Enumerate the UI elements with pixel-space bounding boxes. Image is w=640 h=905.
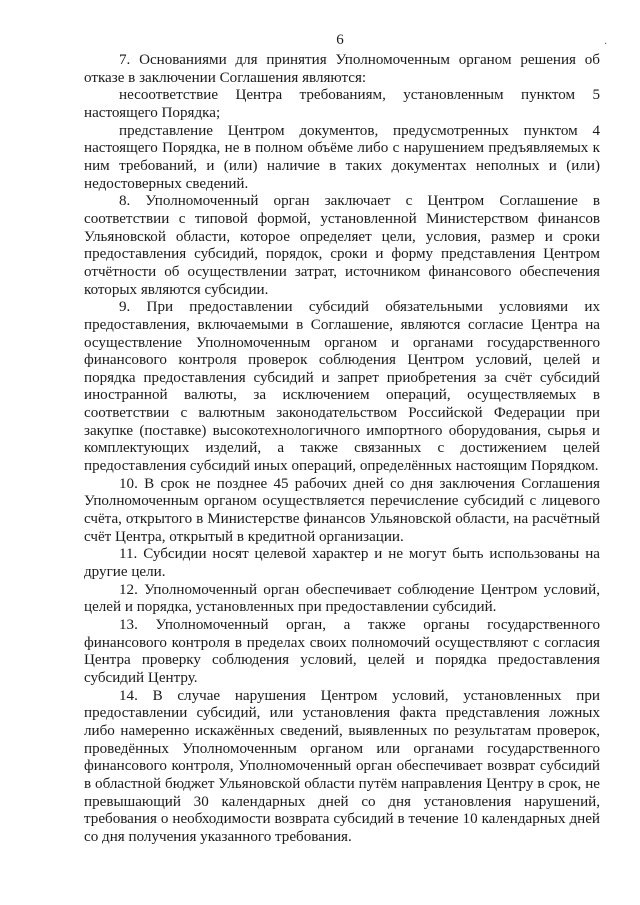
paragraph-9: 9. При предоставлении субсидий обязательными условиями их предоставления, включаемыми в Соглашение, являются согласие Центра на осуществление Уполномоченным органом и органами государственного финансового контроля проверок соблюдения Центром условий, целей и порядка предоставления субсидий и запрет приобретения за счёт субсидий иностранной валюты, за исключением операций, осуществляемых в соответствии с валютным законодательством Российской Федерации при закупке (поставке) высокотехнологичного импортного оборудования, сырья и комплектующих изделий, а также связанных с достижением целей предоставления субсидий иных операций, определённых настоящим Порядком. [84, 299, 600, 475]
document-body [84, 52, 600, 847]
scan-mark: · [604, 39, 608, 50]
paragraph-7-item-2: представление Центром документов, предусмотренных пунктом 4 настоящего Порядка, не в полном объёме либо с нарушением предъявляемых к ним требований, и (или) наличие в таких документах неполных и (или) недостоверных сведений. [84, 122, 600, 192]
paragraph-8: 8. Уполномоченный орган заключает с Центром Соглашение в соответствии с типовой формой, установленной Министерством финансов Ульяновской области, которое определяет цели, условия, размер и сроки предоставления субсидий, порядок, сроки и форму представления Центром отчётности об осуществлении затрат, источником финансового обеспечения которых являются субсидии. [84, 193, 600, 298]
paragraph-13: 13. Уполномоченный орган, а также органы государственного финансового контроля в пределах своих полномочий осуществляют с согласия Центра проверку соблюдения условий, целей и порядка предоставления субсидий Центру. [84, 617, 600, 686]
page-number: 6 [336, 32, 344, 48]
paragraph-10: 10. В срок не позднее 45 рабочих дней со дня заключения Соглашения Уполномоченным органом осуществляется перечисление субсидий с лицевого счёта, открытого в Министерстве финансов Ульяновской области, на расчётный счёт Центра, открытый в кредитной организации. [84, 475, 600, 545]
paragraph-12: 12. Уполномоченный орган обеспечивает соблюдение Центром условий, целей и порядка, установленных при предоставлении субсидий. [84, 581, 600, 616]
paragraph-7-item-1: несоответствие Центра требованиям, установленным пунктом 5 настоящего Порядка; [84, 87, 600, 121]
paragraph-11: 11. Субсидии носят целевой характер и не могут быть использованы на другие цели. [84, 546, 600, 581]
paragraph-14: 14. В случае нарушения Центром условий, установленных при предоставлении субсидий, или установления факта представления ложных либо намеренно искажённых сведений, выявленных по результатам проверок, проведённых Уполномоченным органом или органами государственного финансового контроля, Уполномоченный орган обеспечивает возврат субсидий в областной бюджет Ульяновской области путём направления Центру в срок, не превышающий 30 календарных дней со дня установления нарушений, требования о необходимости возврата субсидий в течение 10 календарных дней со дня получения указанного требования. [84, 687, 600, 845]
paragraph-7-intro: 7. Основаниями для принятия Уполномоченным органом решения об отказе в заключении Соглашения являются: [84, 52, 600, 86]
